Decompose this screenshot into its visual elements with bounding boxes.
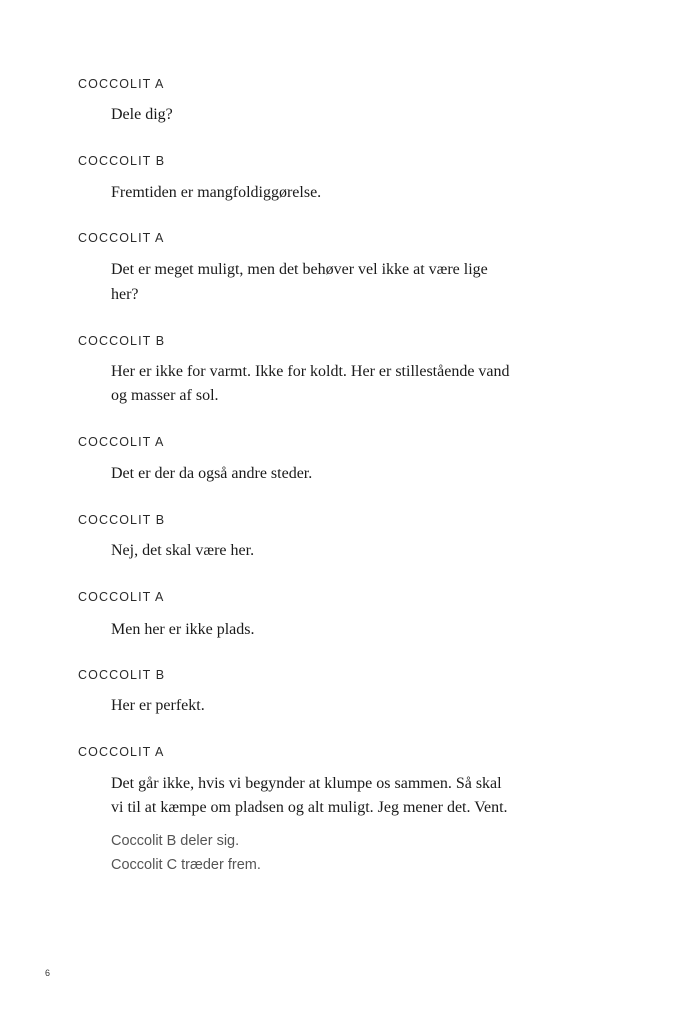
- speaker-name: COCCOLIT B: [78, 334, 166, 348]
- dialogue-line: Her er ikke for varmt. Ikke for koldt. Her er stillestående vand: [111, 363, 510, 380]
- dialogue-line: vi til at kæmpe om pladsen og alt muligt. Jeg mener det. Vent.: [111, 799, 508, 816]
- dialogue-line: Det er der da også andre steder.: [111, 465, 313, 482]
- dialogue-line: Det er meget muligt, men det behøver vel ikke at være lige: [111, 261, 488, 278]
- dialogue-line: Fremtiden er mangfoldiggørelse.: [111, 184, 322, 201]
- speaker-name: COCCOLIT A: [78, 231, 165, 245]
- page-number: 6: [45, 968, 51, 978]
- speaker-name: COCCOLIT A: [78, 745, 165, 759]
- dialogue-line: Det går ikke, hvis vi begynder at klumpe os sammen. Så skal: [111, 775, 502, 792]
- speaker-name: COCCOLIT A: [78, 435, 165, 449]
- stage-direction: Coccolit B deler sig.: [111, 833, 240, 849]
- stage-direction: Coccolit C træder frem.: [111, 857, 261, 873]
- speaker-name: COCCOLIT B: [78, 513, 166, 527]
- speaker-name: COCCOLIT A: [78, 590, 165, 604]
- dialogue-line: her?: [111, 286, 139, 303]
- speaker-name: COCCOLIT B: [78, 154, 166, 168]
- dialogue-line: Dele dig?: [111, 106, 173, 123]
- dialogue-line: og masser af sol.: [111, 387, 219, 404]
- dialogue-line: Nej, det skal være her.: [111, 542, 255, 559]
- speaker-name: COCCOLIT B: [78, 668, 166, 682]
- dialogue-line: Her er perfekt.: [111, 697, 205, 714]
- speaker-name: COCCOLIT A: [78, 77, 165, 91]
- dialogue-line: Men her er ikke plads.: [111, 621, 255, 638]
